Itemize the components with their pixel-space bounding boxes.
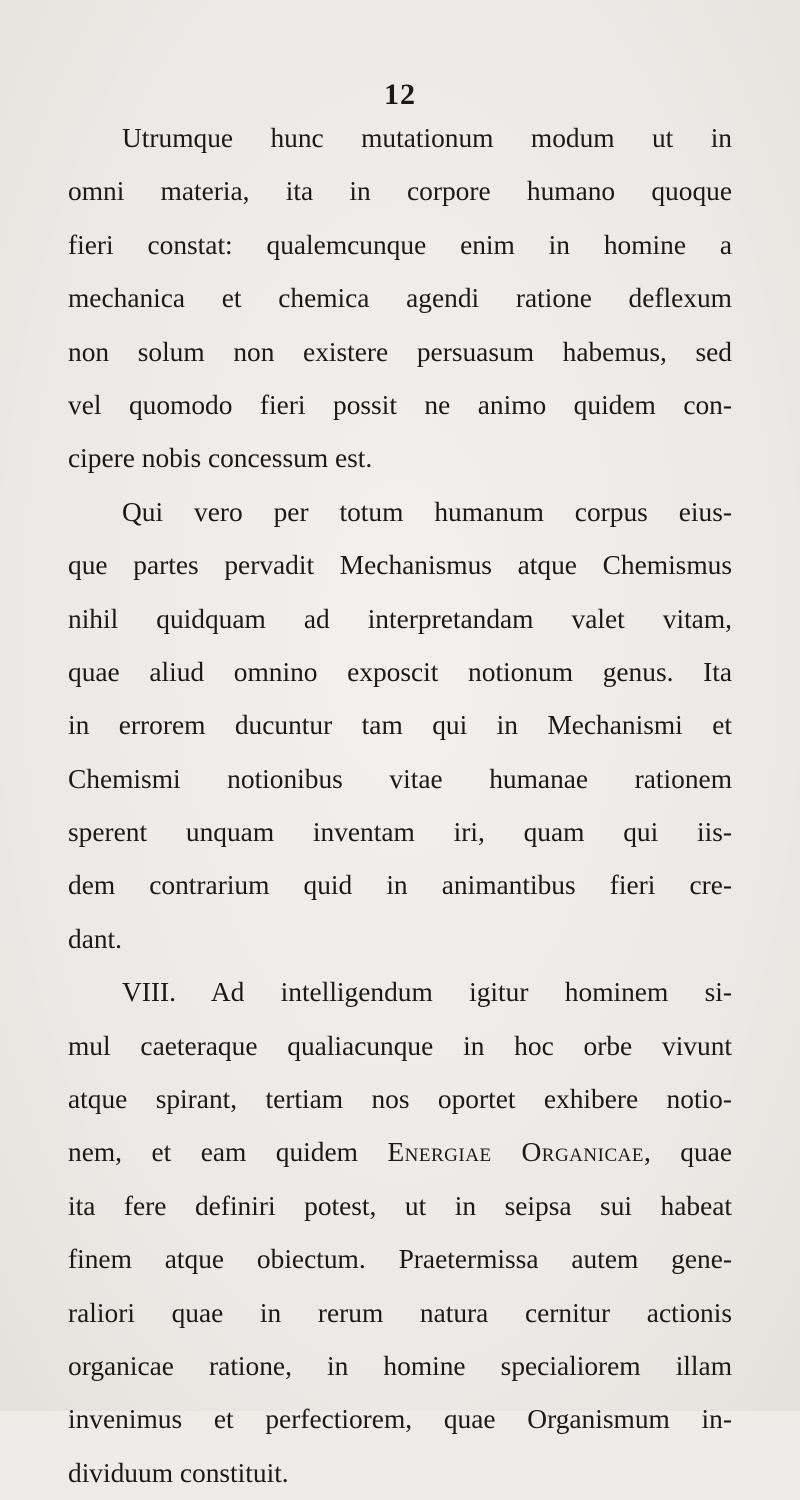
text-line: fieri constat: qualemcunque enim in homine a <box>68 229 732 260</box>
text-line: Utrumque hunc mutationum modum ut in <box>122 123 732 153</box>
text-line: sperent unquam inventam iri, quam qui iis- <box>68 817 732 848</box>
body-text <box>68 112 732 1500</box>
text-line: finem atque obiectum. Praetermissa autem gene- <box>68 1244 732 1275</box>
paragraph-3 <box>68 966 732 1500</box>
text-line: vel quomodo fieri possit ne animo quidem con- <box>68 389 732 420</box>
text-line: mul caeteraque qualiacunque in hoc orbe vivunt <box>68 1030 732 1061</box>
text-line: non solum non existere persuasum habemus, sed <box>68 336 732 367</box>
text-line: organicae ratione, in homine specialiorem illam <box>68 1350 732 1381</box>
text-line-with-small-caps <box>68 1126 732 1179</box>
text-line: dant. <box>68 923 123 954</box>
text-line: atque spirant, tertiam nos oportet exhibere notio- <box>68 1084 732 1115</box>
text-line: VIII. Ad intelligendum igitur hominem si- <box>122 977 732 1008</box>
text-line: Qui vero per totum humanum corpus eius- <box>122 496 732 527</box>
text-line: mechanica et chemica agendi ratione deflexum <box>68 283 732 314</box>
page-number: 12 <box>384 78 416 111</box>
line-end: , quae <box>643 1137 732 1168</box>
text-line: in errorem ducuntur tam qui in Mechanismi et <box>68 710 732 741</box>
text-line: que partes pervadit Mechanismus atque Chemismus <box>68 550 732 581</box>
text-line: raliori quae in rerum natura cernitur actionis <box>68 1297 732 1328</box>
text-line: omni materia, ita in corpore humano quoque <box>68 176 732 207</box>
text-line: Chemismi notionibus vitae humanae rationem <box>68 763 732 794</box>
text-line: ita fere definiri potest, ut in seipsa sui habeat <box>68 1190 732 1221</box>
text-line: nihil quidquam ad interpretandam valet vitam, <box>68 603 732 634</box>
text-line: quae aliud omnino exposcit notionum genus. Ita <box>68 656 732 687</box>
paragraph-2 <box>68 486 732 967</box>
text-line: dividuum constituit. <box>68 1457 289 1488</box>
text-line: cipere nobis concessum est. <box>68 443 373 474</box>
small-caps-term: Energiae Organicae <box>387 1137 644 1168</box>
text-line: invenimus et perfectiorem, quae Organismum in- <box>68 1404 732 1435</box>
line-start: nem, et eam quidem <box>68 1137 358 1168</box>
text-line: dem contrarium quid in animantibus fieri cre- <box>68 870 732 901</box>
paragraph-1 <box>68 112 732 486</box>
